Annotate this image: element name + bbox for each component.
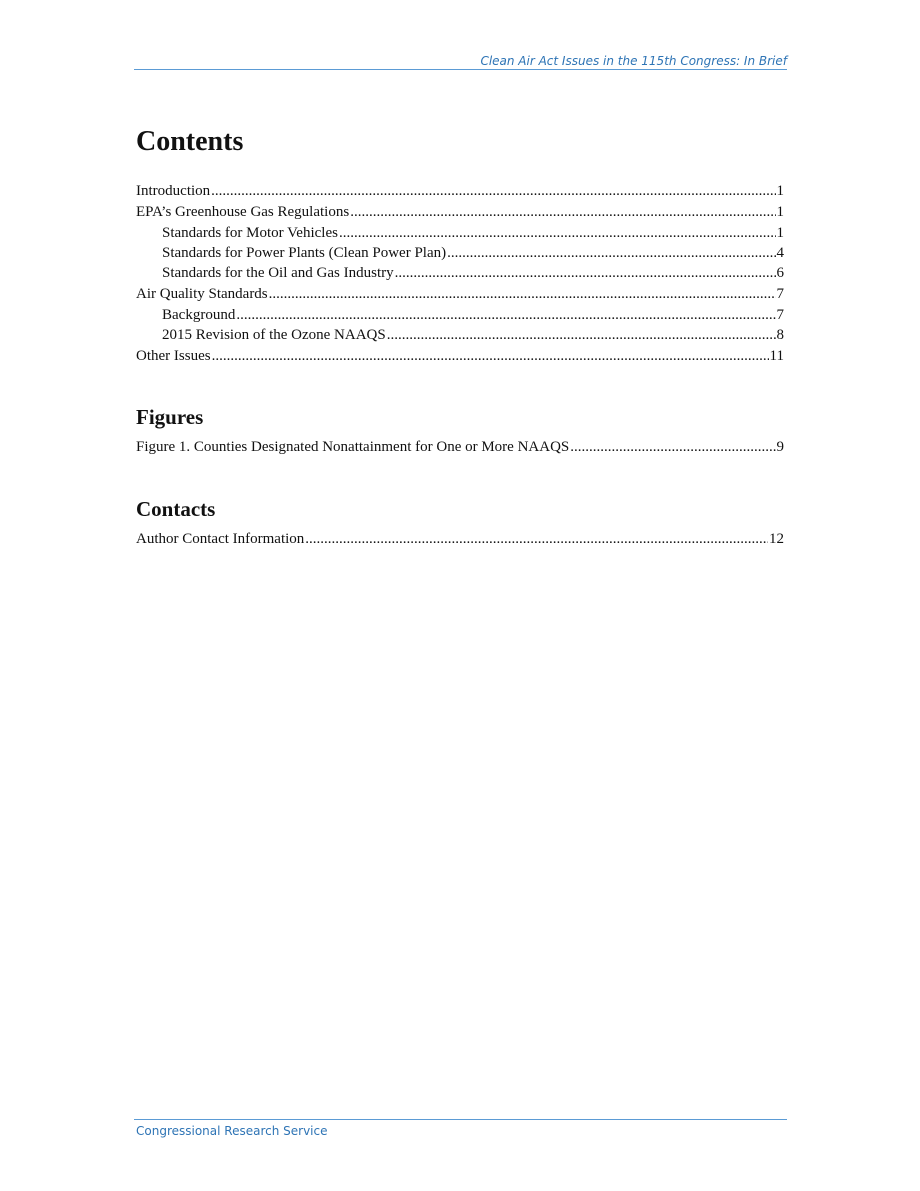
toc-entry-page: 9 (776, 439, 784, 455)
toc-entry-label: Air Quality Standards (136, 286, 268, 302)
toc-entry-ozone-naaqs[interactable] (136, 325, 784, 345)
table-of-contents (136, 125, 784, 550)
toc-entry-air-quality-standards[interactable] (136, 284, 784, 305)
toc-entry-power-plants[interactable] (136, 243, 784, 263)
contents-list (136, 181, 784, 367)
toc-entry-background[interactable] (136, 305, 784, 325)
toc-entry-introduction[interactable] (136, 181, 784, 202)
dot-leader (387, 325, 776, 345)
toc-entry-page: 1 (776, 225, 784, 241)
contacts-list (136, 529, 784, 550)
toc-entry-author-contact[interactable] (136, 529, 784, 550)
dot-leader (211, 181, 775, 202)
toc-entry-page: 1 (776, 183, 784, 199)
footer-publisher: Congressional Research Service (136, 1124, 328, 1138)
contents-heading: Contents (136, 126, 244, 157)
toc-entry-label: Introduction (136, 183, 211, 199)
toc-entry-page: 1 (776, 204, 784, 220)
toc-entry-label: Other Issues (136, 348, 211, 364)
toc-entry-greenhouse-gas-regulations[interactable] (136, 202, 784, 223)
toc-entry-label: Background (162, 307, 236, 323)
figures-heading: Figures (136, 405, 204, 429)
running-header (134, 53, 787, 70)
toc-entry-page: 7 (776, 307, 784, 323)
toc-entry-label: Figure 1. Counties Designated Nonattainment for One or More NAAQS (136, 439, 570, 455)
toc-entry-page: 7 (776, 286, 784, 302)
dot-leader (395, 263, 776, 283)
dot-leader (305, 529, 768, 550)
toc-entry-label: Author Contact Information (136, 531, 305, 547)
toc-entry-figure-1[interactable] (136, 437, 784, 458)
figures-list (136, 437, 784, 458)
running-header-title: Clean Air Act Issues in the 115th Congress: In Brief (480, 54, 787, 68)
toc-entry-oil-and-gas[interactable] (136, 263, 784, 283)
toc-entry-motor-vehicles[interactable] (136, 223, 784, 243)
dot-leader (339, 223, 776, 243)
toc-entry-page: 8 (776, 327, 784, 343)
dot-leader (212, 346, 769, 367)
toc-entry-page: 6 (776, 265, 784, 281)
toc-entry-other-issues[interactable] (136, 346, 784, 367)
dot-leader (570, 437, 775, 458)
dot-leader (236, 305, 775, 325)
dot-leader (447, 243, 775, 263)
dot-leader (350, 202, 775, 223)
contacts-heading: Contacts (136, 497, 216, 521)
dot-leader (269, 284, 776, 305)
toc-entry-page: 11 (769, 348, 784, 364)
toc-entry-label: Standards for Power Plants (Clean Power Plan) (162, 245, 447, 261)
toc-entry-label: Standards for the Oil and Gas Industry (162, 265, 394, 281)
toc-entry-page: 12 (769, 531, 784, 547)
running-footer (134, 1119, 787, 1138)
toc-entry-label: Standards for Motor Vehicles (162, 225, 338, 241)
toc-entry-page: 4 (776, 245, 784, 261)
toc-entry-label: 2015 Revision of the Ozone NAAQS (162, 327, 386, 343)
toc-entry-label: EPA’s Greenhouse Gas Regulations (136, 204, 350, 220)
